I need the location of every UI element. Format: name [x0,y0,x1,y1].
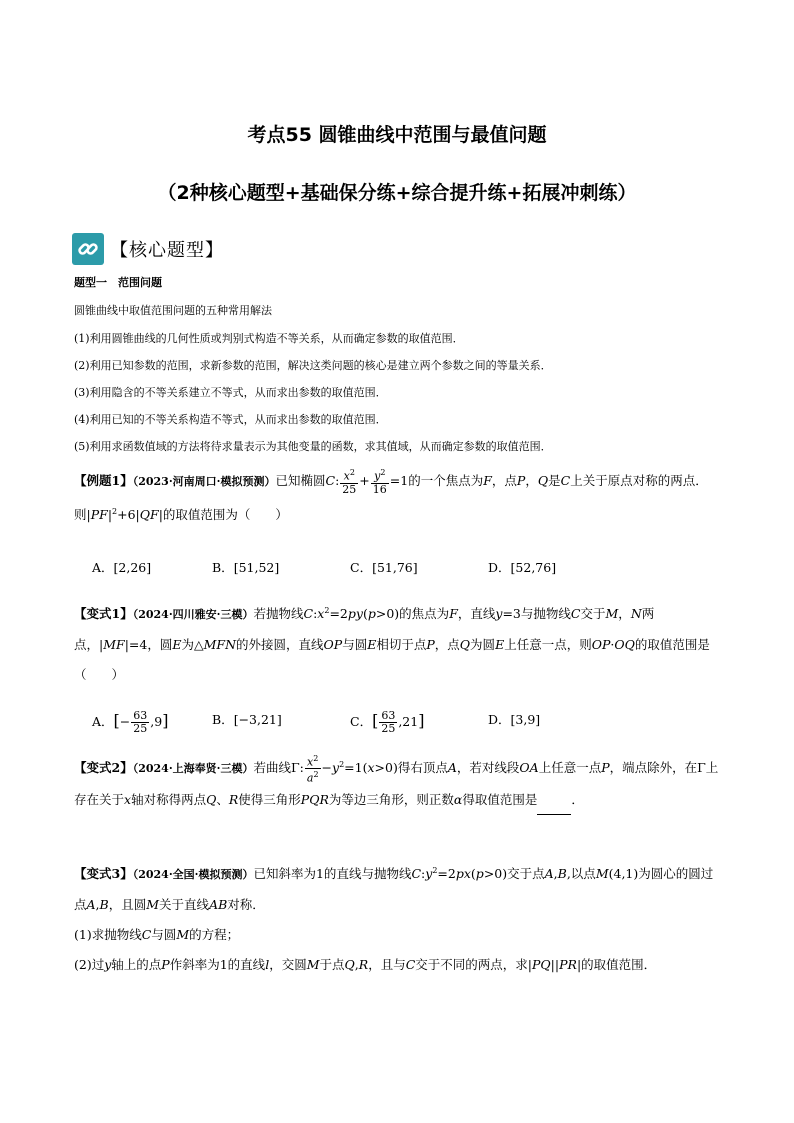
example-1: 【例题1】（2023·河南周口·模拟预测）已知椭圆C: $\frac{x^2}{25}$ + $\frac{y^2}{16}$ =1的一个焦点为F，点P，Q是C上关于原点对称的两点．则$|PF|^2+6|QF|$的取值范围为（ ） [74,468,708,523]
methods-title: 圆锥曲线中取值范围问题的五种常用解法 [74,304,272,317]
page-title: 考点55 圆锥曲线中范围与最值问题 [247,124,547,146]
method-item: (1)利用圆锥曲线的几何性质或判别式构造不等关系，从而确定参数的取值范围． [74,332,464,345]
method-item: (3)利用隐含的不等关系建立不等式，从而求出参数的取值范围． [74,386,387,399]
section-label: 【核心题型】 [110,240,224,261]
option-a: A．[− $\frac{63}{25}$ ,9] [92,709,169,735]
method-item: (2)利用已知参数的范围，求新参数的范围，解决这类问题的核心是建立两个参数之间的等量关系． [74,359,552,372]
type-heading: 题型一 范围问题 [74,276,162,289]
method-item: (4)利用已知的不等关系构造不等式，从而求出参数的取值范围． [74,413,387,426]
option-b: B．[51,52] [212,560,280,575]
section-header [72,232,224,266]
option-d: D．[3,9] [488,712,541,727]
variant-2: 【变式2】（2024·上海奉贤·三模）若曲线Γ: $\frac{x^2}{a^2}$ $-y^2=1(x>0)$得右顶点A，若对线段OA上任意一点P，端点除外，在Γ上存在关于x轴对称得两点Q、R使得三角形PQR为等边三角形，则正数α得取值范围是 ． [74,750,724,815]
option-d: D．[52,76] [488,560,557,575]
page-subtitle: （2种核心题型+基础保分练+综合提升练+拓展冲刺练） [157,182,637,204]
option-b: B．[−3,21] [212,712,282,727]
method-item: (5)利用求函数值域的方法将待求量表示为其他变量的函数，求其值域，从而确定参数的取值范围． [74,440,552,453]
variant-3: 【变式3】（2024·全国·模拟预测）已知斜率为1的直线与抛物线$C:y^2=2px(p>0)$交于点A,B,以点M(4,1)为圆心的圆过点A,B，且圆M关于直线AB对称． (1)求抛物线C与圆M的方程； (2)过y轴上的点P作斜率为1的直线l，交圆M于点Q,R，且与C交于不同的两点，求|PQ||PR|的取值范围． [74,866,714,973]
option-a: A．[2,26] [92,560,152,575]
option-c: C．[ $\frac{63}{25}$ ,21] [350,709,425,735]
option-c: C．[51,76] [350,560,418,575]
link-icon [72,233,104,265]
variant-1: 【变式1】（2024·四川雅安·三模）若抛物线$C:x^2=2py(p>0)$的焦点为F，直线y=3与抛物线C交于M，N两点，|MF|=4，圆E为△MFN的外接圆，直线OP与圆E相切于点P，点Q为圆E上任意一点，则OP·OQ的取值范围是（ ） [74,606,710,683]
